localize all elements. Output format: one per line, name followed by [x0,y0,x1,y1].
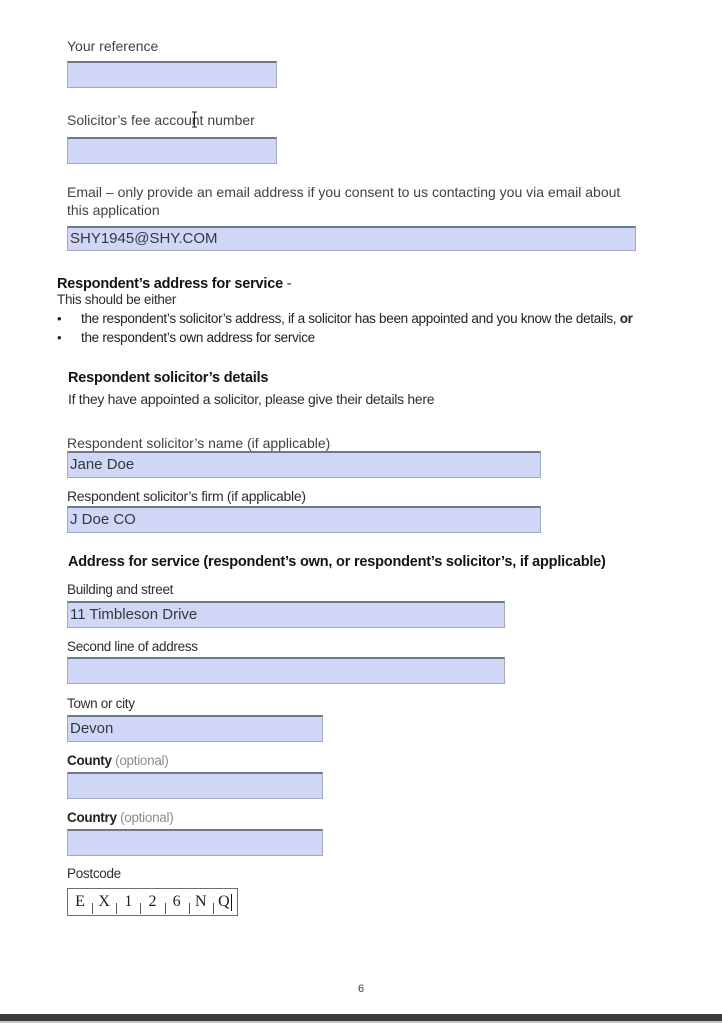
comb-divider [116,903,117,914]
building-input[interactable]: 11 Timbleson Drive [67,601,505,628]
fee-account-input[interactable] [67,137,277,164]
postcode-char: E [75,893,85,910]
viewer-bottom-edge-highlight [0,1021,722,1023]
bullet-item-text: the respondent’s own address for service [81,330,315,345]
service-section-heading-text: Respondent’s address for service [57,276,283,292]
solicitor-name-input[interactable]: Jane Doe [67,451,541,478]
town-label: Town or city [67,696,135,711]
postcode-cell[interactable] [68,889,92,915]
postcode-comb-input[interactable] [67,888,238,916]
postcode-char: 1 [124,893,133,910]
postcode-char: 2 [148,893,157,910]
county-input[interactable] [67,772,323,799]
comb-divider [140,903,141,914]
comb-divider [189,903,190,914]
county-label [67,753,168,768]
postcode-cell[interactable] [165,889,189,915]
bullet-item [81,330,315,345]
address-section-heading: Address for service (respondent’s own, or respondent’s solicitor’s, if applicable) [68,554,606,570]
postcode-label: Postcode [67,866,121,881]
building-label: Building and street [67,582,174,597]
text-caret [231,894,232,911]
service-section-heading-suffix: - [282,276,292,292]
county-label-main: County [67,753,112,768]
text-cursor-icon [191,111,198,128]
comb-divider [213,903,214,914]
postcode-cell[interactable] [92,889,116,915]
service-section-heading [57,276,291,292]
viewer-bottom-edge [0,1014,722,1021]
your-reference-label: Your reference [67,38,159,54]
postcode-char: N [194,893,207,910]
postcode-char: 6 [172,893,181,910]
page-number: 6 [357,983,365,995]
fee-account-label: Solicitor’s fee account number [67,112,255,128]
bullet-item-bold: or [619,311,633,326]
county-label-optional: (optional) [111,753,169,768]
country-input[interactable] [67,829,323,856]
town-input[interactable]: Devon [67,715,323,742]
postcode-cell[interactable] [140,889,164,915]
email-label: Email – only provide an email address if you consent to us contacting you via email about this application [67,184,621,218]
second-line-label: Second line of address [67,639,198,654]
bullet-item [81,311,633,326]
service-section-intro: This should be either [57,292,177,307]
country-label [67,810,173,825]
email-input[interactable]: SHY1945@SHY.COM [67,226,636,251]
solicitor-name-label: Respondent solicitor’s name (if applicable) [67,435,331,451]
postcode-cell[interactable] [116,889,140,915]
postcode-char: X [98,893,110,910]
postcode-cell[interactable] [213,889,237,915]
bullet-icon: • [57,311,62,326]
comb-divider [92,903,93,914]
bullet-item-text: the respondent’s solicitor’s address, if a solicitor has been appointed and you know the details, [81,311,620,326]
bullet-icon: • [57,330,62,345]
second-line-input[interactable] [67,657,505,684]
solicitor-details-heading: Respondent solicitor’s details [68,370,269,386]
solicitor-details-hint: If they have appointed a solicitor, please give their details here [68,391,435,407]
postcode-char: Q [218,893,230,910]
country-label-optional: (optional) [116,810,174,825]
solicitor-firm-input[interactable]: J Doe CO [67,506,541,533]
your-reference-input[interactable] [67,61,277,88]
postcode-cell[interactable] [189,889,213,915]
country-label-main: Country [67,810,117,825]
comb-divider [165,903,166,914]
solicitor-firm-label: Respondent solicitor’s firm (if applicable) [67,488,306,504]
